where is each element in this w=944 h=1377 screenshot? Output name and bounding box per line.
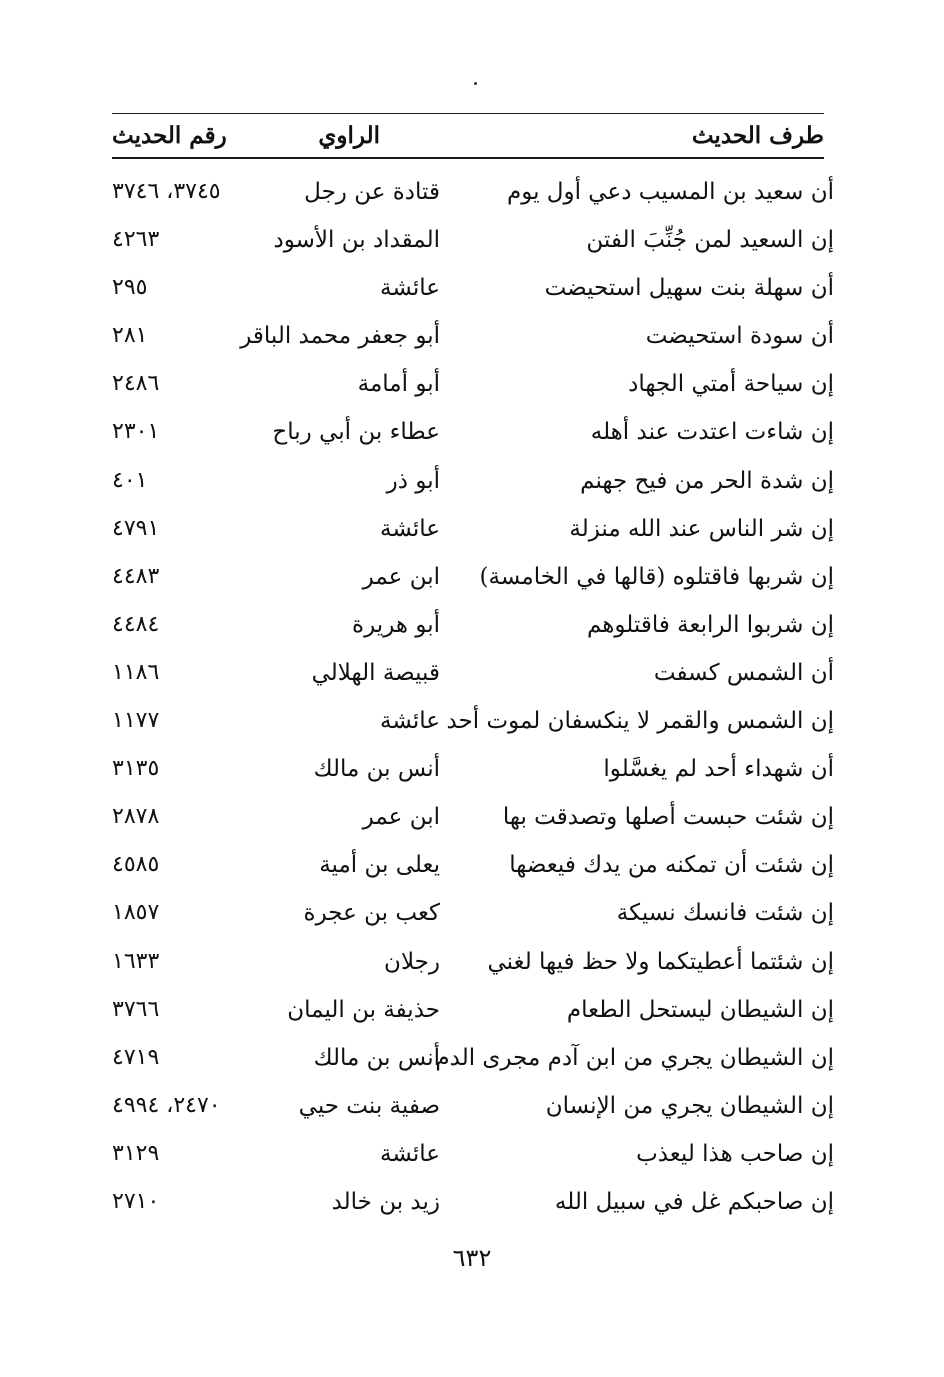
table-row	[112, 360, 834, 408]
hadith-phrase: إن شئتما أعطيتكما ولا حظ فيها لغني	[487, 948, 834, 975]
narrator: صفية بنت حيي	[298, 1092, 440, 1119]
table-row	[112, 553, 834, 601]
hadith-phrase: إن شاءت اعتدت عند أهله	[590, 419, 834, 446]
hadith-phrase: أن سودة استحيضت	[645, 323, 834, 350]
header-number: رقم الحديث	[112, 122, 227, 149]
hadith-number: ٢٤٧٠، ٤٩٩٤	[112, 1092, 221, 1118]
narrator: ابن عمر	[362, 804, 440, 831]
hadith-number: ٤٧١٩	[112, 1044, 160, 1070]
hadith-number: ٤٥٨٥	[112, 852, 160, 878]
hadith-number: ٢٤٨٦	[112, 371, 160, 397]
table-row	[112, 408, 834, 456]
narrator: عائشة	[380, 708, 440, 735]
narrator: أبو هريرة	[352, 611, 440, 638]
table-row	[112, 889, 834, 937]
narrator: أبو ذر	[386, 467, 440, 494]
narrator: أبو أمامة	[357, 371, 440, 398]
hadith-number: ٢٨٧٨	[112, 804, 160, 830]
narrator: عائشة	[380, 515, 440, 542]
hadith-number: ١٨٥٧	[112, 900, 160, 926]
table-row	[112, 1130, 834, 1178]
hadith-number: ٢٣٠١	[112, 419, 160, 445]
table-row	[112, 505, 834, 553]
table-row	[112, 168, 834, 216]
hadith-phrase: إن شربوا الرابعة فاقتلوهم	[586, 611, 834, 638]
narrator: عائشة	[380, 1140, 440, 1167]
hadith-phrase: إن شئت فانسك نسيكة	[616, 900, 834, 927]
hadith-number: ٢٩٥	[112, 275, 148, 301]
narrator: قبيصة الهلالي	[311, 659, 440, 686]
hadith-phrase: إن الشمس والقمر لا ينكسفان لموت أحد	[446, 708, 834, 735]
hadith-phrase: أن سهلة بنت سهيل استحيضت	[544, 275, 834, 302]
hadith-index-list	[112, 168, 834, 1226]
header-rule	[112, 157, 824, 159]
hadith-number: ٣٧٤٥، ٣٧٤٦	[112, 179, 221, 204]
hadith-number: ٣١٢٩	[112, 1140, 160, 1166]
hadith-number: ٤٤٨٣	[112, 563, 160, 589]
hadith-number: ١١٧٧	[112, 708, 160, 734]
table-row	[112, 264, 834, 312]
narrator: زيد بن خالد	[331, 1188, 440, 1215]
hadith-number: ٤٢٦٣	[112, 227, 160, 253]
narrator: يعلى بن أمية	[319, 852, 440, 879]
hadith-number: ١١٨٦	[112, 659, 160, 685]
hadith-number: ٤٤٨٤	[112, 611, 160, 637]
hadith-number: ٣٧٦٦	[112, 996, 160, 1022]
table-row	[112, 841, 834, 889]
table-row	[112, 649, 834, 697]
narrator: حذيفة بن اليمان	[287, 996, 440, 1023]
table-row	[112, 1178, 834, 1226]
hadith-phrase: إن شر الناس عند الله منزلة	[569, 515, 834, 542]
table-row	[112, 1082, 834, 1130]
table-header	[112, 116, 824, 156]
hadith-phrase: إن الشيطان ليستحل الطعام	[566, 996, 834, 1023]
page-mark-dot	[474, 82, 477, 85]
table-row	[112, 216, 834, 264]
top-rule	[112, 113, 824, 114]
hadith-phrase: أن سعيد بن المسيب دعي أول يوم	[506, 179, 834, 205]
table-row	[112, 312, 834, 360]
hadith-phrase: إن السعيد لمن جُنِّبَ الفتن	[586, 227, 834, 254]
hadith-phrase: إن شدة الحر من فيح جهنم	[580, 467, 834, 494]
narrator: عائشة	[380, 275, 440, 302]
hadith-phrase: إن سياحة أمتي الجهاد	[628, 371, 834, 398]
hadith-phrase: إن صاحبكم غل في سبيل الله	[554, 1188, 834, 1215]
hadith-phrase: إن الشيطان يجري من ابن آدم مجرى الدم	[435, 1044, 834, 1071]
narrator: أنس بن مالك	[313, 756, 440, 783]
narrator: رجلان	[384, 948, 440, 975]
hadith-number: ٤٠١	[112, 467, 148, 493]
table-row	[112, 986, 834, 1034]
hadith-phrase: إن الشيطان يجري من الإنسان	[545, 1092, 834, 1119]
narrator: أبو جعفر محمد الباقر	[240, 323, 440, 350]
hadith-phrase: إن شئت حبست أصلها وتصدقت بها	[502, 804, 834, 831]
narrator: أنس بن مالك	[313, 1044, 440, 1071]
narrator: كعب بن عجرة	[303, 900, 440, 927]
hadith-phrase: إن شربها فاقتلوه (قالها في الخامسة)	[479, 563, 834, 590]
hadith-number: ٣١٣٥	[112, 756, 160, 782]
table-row	[112, 745, 834, 793]
table-row	[112, 1034, 834, 1082]
hadith-phrase: إن شئت أن تمكنه من يدك فيعضها	[509, 852, 834, 879]
narrator: المقداد بن الأسود	[273, 227, 440, 254]
table-row	[112, 697, 834, 745]
hadith-phrase: أن شهداء أحد لم يغسَّلوا	[603, 756, 834, 783]
header-phrase: طرف الحديث	[691, 122, 824, 149]
table-row	[112, 457, 834, 505]
hadith-number: ١٦٣٣	[112, 948, 160, 974]
hadith-phrase: أن الشمس كسفت	[653, 659, 834, 686]
table-row	[112, 793, 834, 841]
narrator: ابن عمر	[362, 563, 440, 590]
hadith-number: ٢٨١	[112, 323, 148, 349]
narrator: قتادة عن رجل	[304, 179, 440, 205]
hadith-number: ٢٧١٠	[112, 1188, 160, 1214]
narrator: عطاء بن أبي رباح	[272, 419, 440, 446]
header-narrator: الراوي	[318, 122, 380, 149]
hadith-phrase: إن صاحب هذا ليعذب	[636, 1140, 834, 1167]
table-row	[112, 601, 834, 649]
table-row	[112, 938, 834, 986]
page-number: ٦٣٢	[452, 1244, 492, 1272]
hadith-number: ٤٧٩١	[112, 515, 160, 541]
